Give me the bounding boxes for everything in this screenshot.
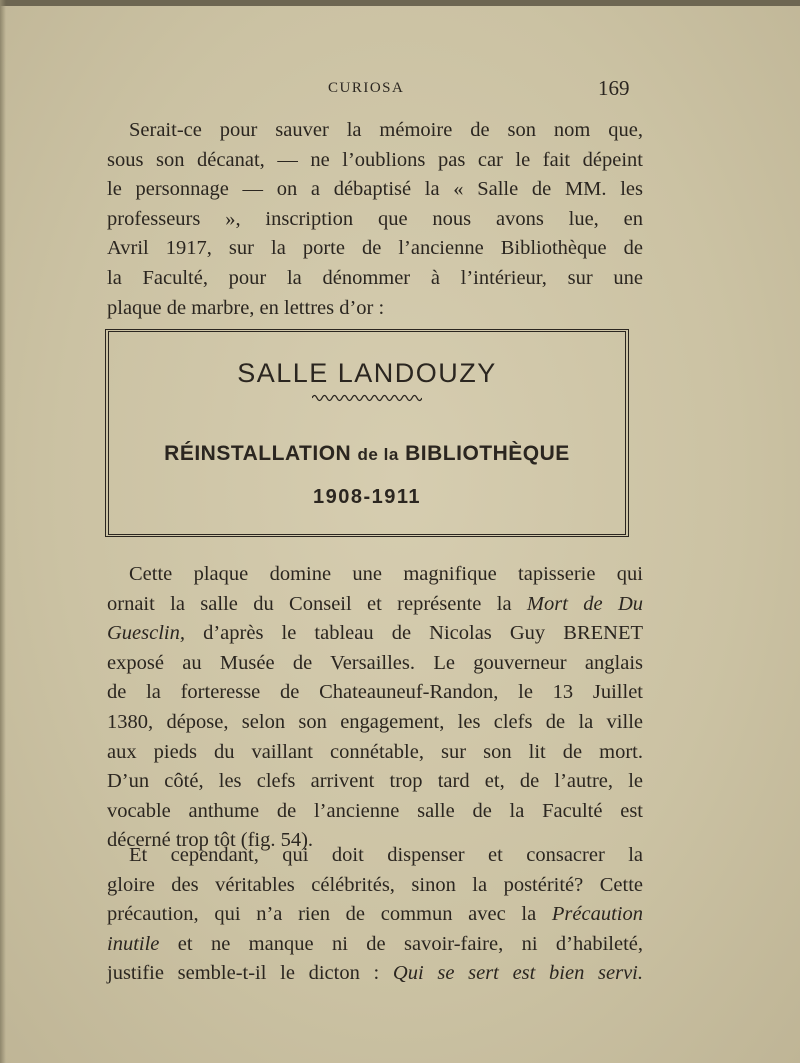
italic-title: Mort de Du — [526, 592, 644, 615]
text-run: ornait la salle du Conseil et représente la — [107, 592, 527, 615]
plaque-subtitle-part: de la — [357, 445, 399, 464]
italic-quote: Qui se sert est bien servi. — [392, 962, 643, 985]
plaque-subtitle — [109, 442, 625, 466]
paragraph-3 — [107, 841, 643, 989]
text-line — [107, 619, 643, 649]
plaque-title: SALLE LANDOUZY — [237, 358, 497, 388]
text-line: professeurs », inscription que nous avons lue, en — [107, 207, 643, 230]
text-line: aux pieds du vaillant connétable, sur son lit de mort. — [107, 740, 643, 763]
paragraph-2 — [107, 560, 643, 856]
text-line: plaque de marbre, en lettres d’or : — [107, 296, 385, 319]
text-line — [107, 930, 643, 960]
text-line: la Faculté, pour la dénommer à l’intérieur, sur une — [107, 266, 643, 289]
text-line: Avril 1917, sur la porte de l’ancienne Bibliothèque de — [107, 237, 643, 260]
text-line: de la forteresse de Chateauneuf-Randon, le 13 Juillet — [107, 681, 643, 704]
text-line — [107, 959, 643, 989]
text-line: sous son décanat, — ne l’oublions pas car le fait dépeint — [107, 148, 643, 171]
italic-title: Précaution — [551, 903, 643, 926]
text-run: et ne manque ni de savoir-faire, ni d’habileté, — [159, 932, 643, 955]
text-line: vocable anthume de l’ancienne salle de la Faculté est — [107, 799, 643, 822]
plaque-ornament — [109, 392, 625, 407]
wavy-rule-icon — [312, 393, 422, 403]
text-line: Serait-ce pour sauver la mémoire de son nom que, — [129, 119, 643, 141]
text-line: Et cependant, qui doit dispenser et consacrer la — [129, 844, 643, 866]
page-number: 169 — [598, 76, 630, 100]
text-run: précaution, qui n’a rien de commun avec la — [107, 903, 552, 926]
italic-title: inutile — [107, 932, 160, 955]
text-line — [107, 590, 643, 620]
paragraph-1 — [107, 116, 643, 323]
text-line — [107, 900, 643, 930]
text-line: 1380, dépose, selon son engagement, les clefs de la ville — [107, 710, 643, 733]
text-run: justifie semble-t-il le dicton : — [107, 962, 393, 985]
plaque-subtitle-part: RÉINSTALLATION — [164, 442, 358, 465]
text-line: D’un côté, les clefs arrivent trop tard et, de l’autre, le — [107, 770, 643, 793]
italic-title: Guesclin, — [107, 622, 185, 645]
page-header — [0, 76, 800, 106]
plaque-subtitle-part: BIBLIOTHÈQUE — [398, 442, 570, 465]
text-line: exposé au Musée de Versailles. Le gouverneur anglais — [107, 651, 643, 674]
text-line: le personnage — on a débaptisé la « Salle de MM. les — [107, 178, 643, 201]
text-line: décerné trop tôt (fig. 54). — [107, 829, 314, 852]
page-top-edge — [0, 0, 800, 6]
marble-plaque — [105, 329, 629, 537]
text-line: gloire des véritables célébrités, sinon la postérité? Cette — [107, 873, 643, 896]
page-left-edge — [0, 0, 6, 1063]
plaque-years: 1908-1911 — [312, 486, 422, 508]
running-head: CURIOSA — [328, 80, 405, 96]
text-line: Cette plaque domine une magnifique tapisserie qui — [129, 563, 643, 585]
text-run: d’après le tableau de Nicolas Guy BRENET — [185, 622, 643, 645]
